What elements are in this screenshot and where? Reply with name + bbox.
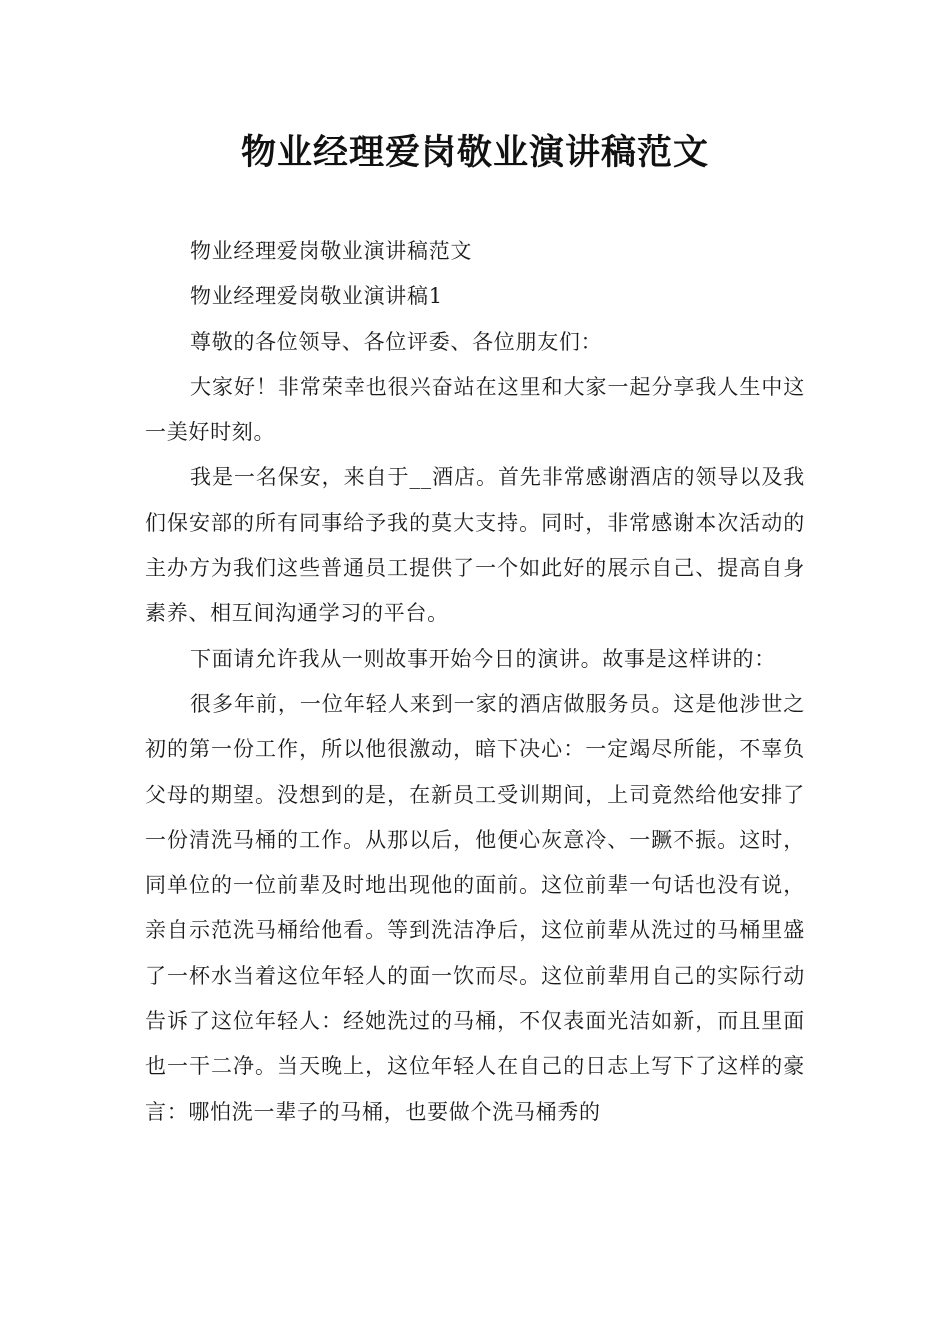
paragraph-subtitle: 物业经理爱岗敬业演讲稿范文 [190, 239, 473, 263]
paragraph-salutation: 尊敬的各位领导、各位评委、各位朋友们： [190, 329, 603, 354]
paragraph-introduction: 我是一名保安，来自于__酒店。首先非常感谢酒店的领导以及我们保安部的所有同事给予我的莫大支持。同时，非常感谢本次活动的主办方为我们这些普通员工提供了一个如此好的展示自己、提高自身素养、相互间沟通学习的平台。 [145, 465, 805, 626]
paragraph-story-lead: 下面请允许我从一则故事开始今日的演讲。故事是这样讲的： [190, 646, 776, 671]
document-body [145, 229, 805, 1135]
paragraph-story: 很多年前，一位年轻人来到一家的酒店做服务员。这是他涉世之初的第一份工作，所以他很激动，暗下决心：一定竭尽所能，不辜负父母的期望。没想到的是，在新员工受训期间，上司竟然给他安排了一份清洗马桶的工作。从那以后，他便心灰意冷、一蹶不振。这时，同单位的一位前辈及时地出现他的面前。这位前辈一句话也没有说，亲自示范洗马桶给他看。等到洗洁净后，这位前辈从洗过的马桶里盛了一杯水当着这位年轻人的面一饮而尽。这位前辈用自己的实际行动告诉了这位年轻人：经她洗过的马桶，不仅表面光洁如新，而且里面也一干二净。当天晚上，这位年轻人在自己的日志上写下了这样的豪言：哪怕洗一辈子的马桶，也要做个洗马桶秀的 [145, 691, 805, 1124]
paragraph-section-heading: 物业经理爱岗敬业演讲稿1 [190, 284, 443, 309]
paragraph-greeting: 大家好！非常荣幸也很兴奋站在这里和大家一起分享我人生中这一美好时刻。 [145, 374, 805, 445]
document-title: 物业经理爱岗敬业演讲稿范文 [240, 133, 709, 173]
